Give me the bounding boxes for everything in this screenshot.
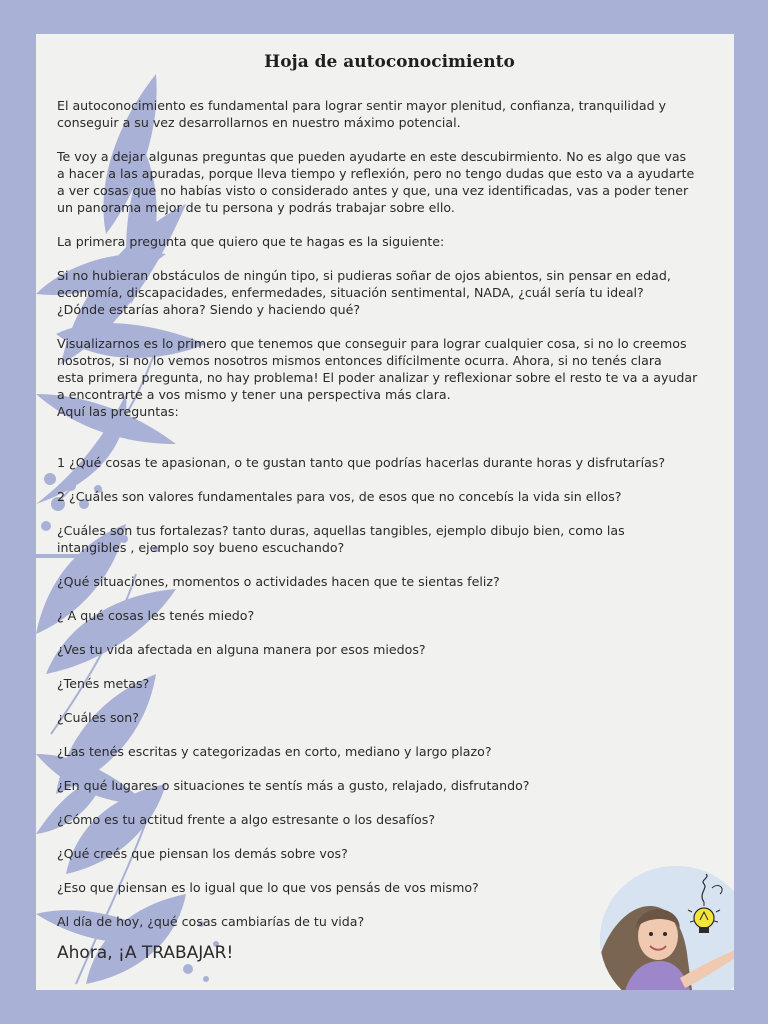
instructions-paragraph: Te voy a dejar algunas preguntas que pueden ayudarte en este descubirmiento. No es algo que vas a hacer a las apuradas, porque lleva tiempo y reflexión, pero no tengo dudas que esto va a ayudarte a ver cosas que no habías visto o considerado antes y que, una vez identificadas, vas a poder tener un panorama mejor de tu persona y podrás trabajar sobre ello. <box>57 149 695 215</box>
closing-text: Ahora, ¡A TRABAJAR! <box>57 943 234 963</box>
question-item: Al día de hoy, ¿qué cosas cambiarías de tu vida? <box>57 914 365 929</box>
question-item: ¿En qué lugares o situaciones te sentís más a gusto, relajado, disfrutando? <box>57 778 530 793</box>
question-item: ¿Cuáles son? <box>57 710 139 725</box>
question-item: ¿Ves tu vida afectada en alguna manera por esos miedos? <box>57 642 426 657</box>
question-item: 1 ¿Qué cosas te apasionan, o te gustan tanto que podrías hacerlas durante horas y disfrutarías? <box>57 455 666 470</box>
page-title: Hoja de autoconocimiento <box>264 52 515 72</box>
first-question-intro: La primera pregunta que quiero que te hagas es la siguiente: <box>57 234 445 249</box>
question-item: ¿Cuáles son tus fortalezas? tanto duras, aquellas tangibles, ejemplo dibujo bien, como las intangibles , ejemplo soy bueno escuchando? <box>57 523 625 555</box>
question-item: ¿Las tenés escritas y categorizadas en corto, mediano y largo plazo? <box>57 744 492 759</box>
intro-paragraph: El autoconocimiento es fundamental para lograr sentir mayor plenitud, confianza, tranquilidad y conseguir a su vez desarrollarnos en nuestro máximo potencial. <box>57 98 667 130</box>
question-item: ¿ A qué cosas les tenés miedo? <box>57 608 255 623</box>
document-sheet <box>36 34 734 990</box>
question-item: 2 ¿Cuáles son valores fundamentales para vos, de esos que no concebís la vida sin ellos? <box>57 489 622 504</box>
first-question-paragraph: Si no hubieran obstáculos de ningún tipo, si pudieras soñar de ojos abientos, sin pensar en edad, economía, discapacidades, enfermedades, situación sentimental, NADA, ¿cuál sería tu ideal? ¿Dónde estarías ahora? Siendo y haciendo qué? <box>57 268 671 317</box>
visualization-paragraph: Visualizarnos es lo primero que tenemos que conseguir para lograr cualquier cosa, si no lo creemos nosotros, si no lo vemos nosotros mismos entonces difícilmente ocurra. Ahora, si no tenés clara esta primera pregunta, no hay problema! El poder analizar y reflexionar sobre el resto te va a ayudar a encontrarte a vos mismo y tener una perspectiva más clara. Aquí las preguntas: <box>57 336 698 419</box>
question-item: ¿Qué creés que piensan los demás sobre vos? <box>57 846 348 861</box>
question-item: ¿Cómo es tu actitud frente a algo estresante o los desafíos? <box>57 812 436 827</box>
document-body <box>57 54 722 963</box>
question-item: ¿Tenés metas? <box>57 676 150 691</box>
question-item: ¿Qué situaciones, momentos o actividades hacen que te sientas feliz? <box>57 574 500 589</box>
question-item: ¿Eso que piensan es lo igual que lo que vos pensás de vos mismo? <box>57 880 479 895</box>
